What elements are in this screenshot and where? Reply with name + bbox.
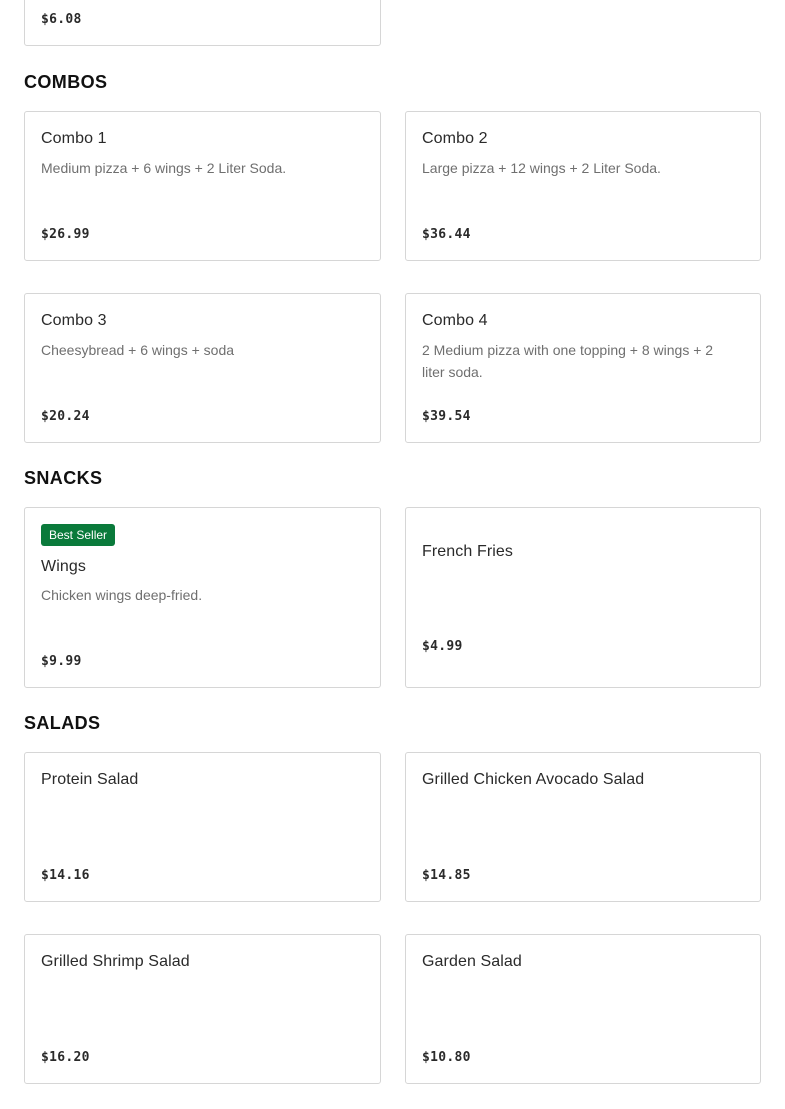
menu-item-card[interactable] (24, 0, 381, 46)
item-description: 2 Medium pizza with one topping + 8 wings + 2 liter soda. (422, 342, 714, 380)
item-description: Large pizza + 12 wings + 2 Liter Soda. (422, 160, 661, 176)
section-title-salads: SALADS (24, 713, 101, 733)
menu-item-card-grilled-chicken-avocado-salad[interactable] (405, 752, 761, 902)
item-price: $14.16 (41, 868, 90, 883)
item-price: $14.85 (422, 868, 471, 883)
item-name: Garden Salad (422, 953, 522, 970)
item-price: $36.44 (422, 227, 471, 242)
best-seller-badge: Best Seller (41, 524, 115, 546)
item-price: $26.99 (41, 227, 90, 242)
item-description: Chicken wings deep-fried. (41, 587, 203, 603)
item-description: Cheesybread + 6 wings + soda (41, 342, 235, 358)
item-name: Grilled Chicken Avocado Salad (422, 771, 645, 788)
item-name: Protein Salad (41, 771, 139, 788)
menu-item-card-protein-salad[interactable] (24, 752, 381, 902)
menu-item-card-wings[interactable] (24, 507, 381, 688)
item-price: $9.99 (41, 654, 82, 669)
item-price: $6.08 (41, 12, 82, 27)
menu-item-card-combo-1[interactable] (24, 111, 381, 261)
menu-item-card-combo-3[interactable] (24, 293, 381, 443)
item-name: Combo 1 (41, 130, 107, 147)
section-title-combos: COMBOS (24, 72, 108, 92)
menu-item-card-garden-salad[interactable] (405, 934, 761, 1084)
item-name: Grilled Shrimp Salad (41, 953, 190, 970)
menu-item-card-combo-4[interactable] (405, 293, 761, 443)
item-price: $16.20 (41, 1050, 90, 1065)
item-description: Medium pizza + 6 wings + 2 Liter Soda. (41, 160, 287, 176)
item-price: $10.80 (422, 1050, 471, 1065)
menu-item-card-grilled-shrimp-salad[interactable] (24, 934, 381, 1084)
item-name: French Fries (422, 543, 513, 560)
menu-item-card-combo-2[interactable] (405, 111, 761, 261)
item-price: $20.24 (41, 409, 90, 424)
item-name: Wings (41, 558, 86, 575)
menu-item-card-french-fries[interactable] (405, 507, 761, 688)
item-name: Combo 4 (422, 312, 488, 329)
section-title-snacks: SNACKS (24, 468, 103, 488)
item-name: Combo 2 (422, 130, 488, 147)
item-name: Combo 3 (41, 312, 107, 329)
item-price: $4.99 (422, 639, 463, 654)
item-price: $39.54 (422, 409, 471, 424)
